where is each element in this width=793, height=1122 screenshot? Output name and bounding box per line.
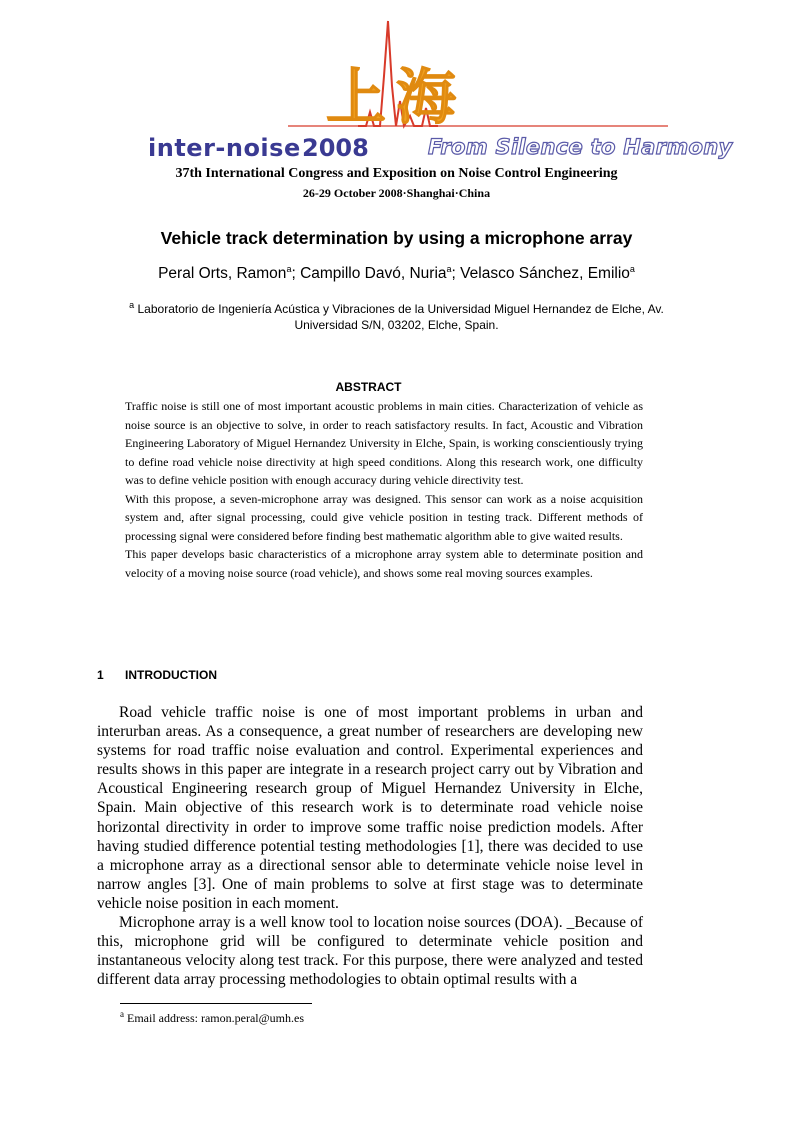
abstract-paragraph: With this propose, a seven-microphone array was designed. This sensor can work as a noise acquisition system and, after signal processing, could give vehicle position in testing track. Different methods of processing signal were considered before finding best mathematic algorithm able to give waited results. <box>125 491 643 543</box>
author-affiliation <box>120 302 673 333</box>
logo-characters: 上海 <box>326 63 466 133</box>
abstract-paragraph: This paper develops basic characteristics of a microphone array system able to determinate position and velocity of a moving noise source (road vehicle), and shows some real moving sources examples. <box>125 547 643 580</box>
author-name: Velasco Sánchez, Emilio <box>460 265 630 282</box>
footnote <box>120 1011 304 1026</box>
footnote-rule <box>120 1003 312 1004</box>
footnote-superscript: a <box>120 1009 124 1019</box>
affiliation-text: Laboratorio de Ingeniería Acústica y Vibraciones de la Universidad Miguel Hernandez de Elche, Av. Universidad S/N, 03202, Elche, Spain. <box>134 302 664 332</box>
abstract-heading: ABSTRACT <box>335 380 402 394</box>
author-superscript: a <box>629 263 635 274</box>
body-paragraph: Microphone array is a well know tool to location noise sources (DOA). _Because of this, microphone grid will be configured to determinate vehicle position and instantaneous velocity along test track. For this purpose, there were analyzed and tested different data array processing methodologies to obtain optimal results with a <box>97 914 643 989</box>
author-list <box>120 264 673 283</box>
section-title: INTRODUCTION <box>125 668 217 682</box>
abstract-paragraph: Traffic noise is still one of most important acoustic problems in main cities. Characterization of vehicle as noise source is an objective to solve, in order to reach satisfactory results. In fact, Acoustic and Vibration Engineering Laboratory of Miguel Hernandez University in Elche, Spain, is working conscientiously trying to define road vehicle noise directivity at high speed conditions. Along this research work, one difficulty was to define vehicle position with enough accuracy during vehicle directivity test. <box>125 399 643 487</box>
section-body <box>97 703 643 989</box>
footnote-text: Email address: ramon.peral@umh.es <box>124 1011 304 1025</box>
congress-line: 37th International Congress and Exposition on Noise Control Engineering <box>175 166 618 181</box>
author-superscript: a <box>446 263 452 274</box>
section-number: 1 <box>97 668 104 682</box>
author-superscript: a <box>286 263 292 274</box>
dates-line: 26-29 October 2008·Shanghai·China <box>302 186 491 200</box>
conference-slogan: From Silence to Harmony <box>428 135 733 159</box>
body-paragraph: Road vehicle traffic noise is one of most important problems in urban and interurban areas. As a consequence, a great number of researchers are developing new systems for road traffic noise evaluation and control. Experimental experiences and results shows in this paper are integrate in a research project carry out by Vibration and Acoustical Engineering research group of Miguel Hernandez University in Elche, Spain. Main objective of this research work is to determinate road vehicle noise horizontal directivity in order to improve some traffic noise prediction models. After having studied difference potential testing methodologies [1], there was decided to use a microphone array as a directional sensor able to determinate vehicle noise level in narrow angles [3]. One of main problems to solve at first stage was to determinate vehicle noise position in each moment. <box>97 704 643 912</box>
affiliation-superscript: a <box>129 300 135 310</box>
section-heading <box>97 668 217 682</box>
conference-logo <box>148 16 733 166</box>
author-separator: ; <box>291 265 301 282</box>
conference-year: 2008 <box>302 134 369 162</box>
author-name: Campillo Davó, Nuria <box>300 265 447 282</box>
abstract-body <box>125 397 643 582</box>
author-separator: ; <box>451 265 461 282</box>
conference-name: inter-noise <box>148 134 301 162</box>
paper-title: Vehicle track determination by using a microphone array <box>160 228 633 248</box>
author-name: Peral Orts, Ramon <box>158 265 287 282</box>
